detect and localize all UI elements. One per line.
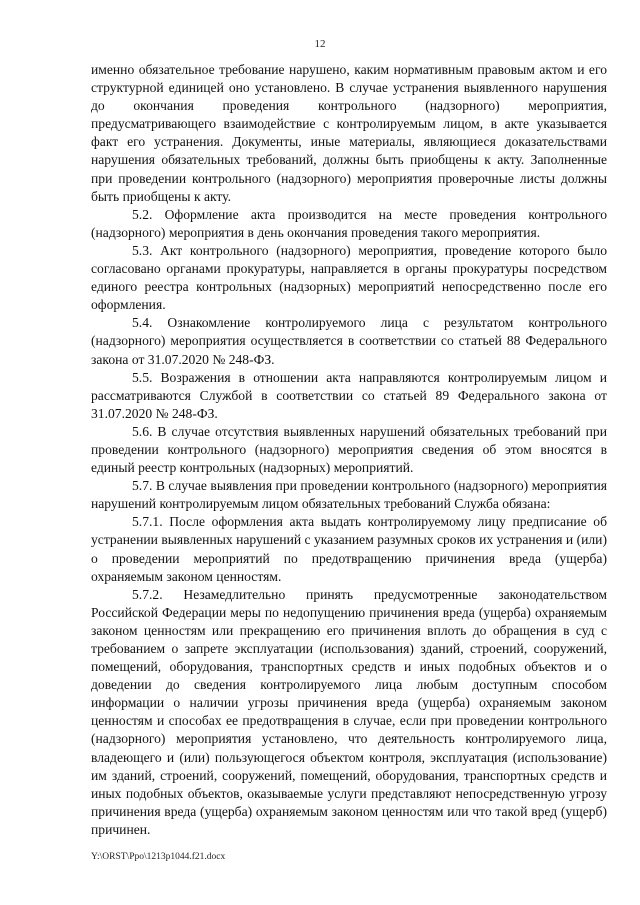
footer-file-path: Y:\ORST\Ppo\1213p1044.f21.docx [91, 852, 226, 862]
page-number: 12 [314, 38, 326, 50]
paragraph-5-4: 5.4. Ознакомление контролируемого лица с результатом контрольного (надзорного) мероприятия осуществляется в соответствии со статьей 88 Федерального закона от 31.07.2020 № 248-ФЗ. [91, 315, 607, 367]
paragraph-5-7-1: 5.7.1. После оформления акта выдать контролируемому лицу предписание об устранении выявленных нарушений с указанием разумных сроков их устранения и (или) о проведении мероприятий по предотвращению причинения вреда (ущерба) охраняемым законом ценностям. [91, 514, 607, 584]
document-body [91, 61, 607, 839]
paragraph-5-7: 5.7. В случае выявления при проведении контрольного (надзорного) мероприятия нарушений контролируемым лицом обязательных требований Служба обязана: [91, 478, 607, 512]
paragraph-continuation: именно обязательное требование нарушено, каким нормативным правовым актом и его структурной единицей оно установлено. В случае устранения выявленного нарушения до окончания проведения контрольного (надзорного) мероприятия, предусматривающего взаимодействие с контролируемым лицом, в акте указывается факт его устранения. Документы, иные материалы, являющиеся доказательствами нарушения обязательных требований, должны быть приобщены к акту. Заполненные при проведении контрольного (надзорного) мероприятия проверочные листы должны быть приобщены к акту. [91, 62, 607, 204]
paragraph-5-7-2: 5.7.2. Незамедлительно принять предусмотренные законодательством Российской Федерации меры по недопущению причинения вреда (ущерба) охраняемым законом ценностям или прекращению его причинения вплоть до обращения в суд с требованием о запрете эксплуатации (использования) зданий, строений, сооружений, помещений, оборудования, транспортных средств и иных подобных объектов и о доведении до сведения контролируемого лица любым доступным способом информации о наличии угрозы причинения вреда (ущерба) охраняемым законом ценностям и способах ее предотвращения в случае, если при проведении контрольного (надзорного) мероприятия установлено, что деятельность контролируемого лица, владеющего и (или) пользующегося объектом контроля, эксплуатация (использование) им зданий, строений, сооружений, помещений, оборудования, транспортных средств и иных подобных объектов, оказываемые услуги представляют непосредственную угрозу причинения вреда (ущерба) охраняемым законом ценностям или что такой вред (ущерб) причинен. [91, 586, 607, 837]
paragraph-5-2: 5.2. Оформление акта производится на месте проведения контрольного (надзорного) мероприятия в день окончания проведения такого мероприятия. [91, 206, 607, 240]
paragraph-5-6: 5.6. В случае отсутствия выявленных нарушений обязательных требований при проведении контрольного (надзорного) мероприятия сведения об этом вносятся в единый реестр контрольных (надзорных) мероприятий. [91, 423, 607, 476]
paragraph-5-3: 5.3. Акт контрольного (надзорного) мероприятия, проведение которого было согласовано органами прокуратуры, направляется в органы прокуратуры посредством единого реестра контрольных (надзорных) мероприятий непосредственно после его оформления. [91, 242, 607, 313]
paragraph-5-5: 5.5. Возражения в отношении акта направляются контролируемым лицом и рассматриваются Службой в соответствии со статьей 89 Федерального закона от 31.07.2020 № 248-ФЗ. [91, 369, 607, 421]
